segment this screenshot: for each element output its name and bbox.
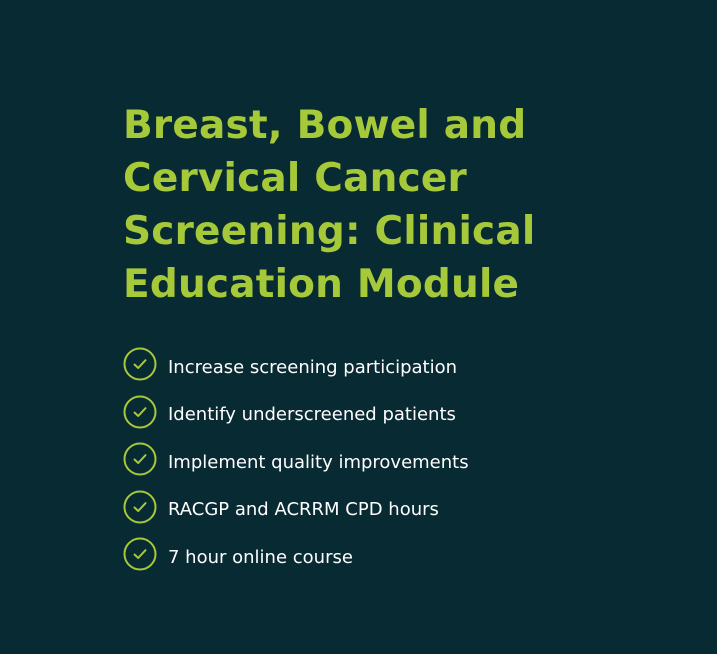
benefit-item — [123, 395, 469, 429]
check-circle-icon — [123, 490, 157, 524]
benefit-label: Increase screening participation — [168, 356, 458, 378]
course-title-line: Breast, Bowel and — [123, 103, 527, 148]
course-title — [123, 99, 683, 311]
benefit-item — [123, 537, 469, 571]
check-circle-icon — [123, 537, 157, 571]
check-circle-icon — [123, 347, 157, 381]
benefit-label: Implement quality improvements — [168, 451, 469, 473]
course-title-line: Cervical Cancer — [123, 156, 467, 201]
check-circle-icon — [123, 395, 157, 429]
course-title-line: Education Module — [123, 262, 520, 307]
course-title-line: Screening: Clinical — [123, 209, 536, 254]
benefit-label: 7 hour online course — [168, 546, 353, 568]
course-promo-content — [123, 99, 683, 568]
benefit-item — [123, 490, 469, 524]
benefit-item — [123, 442, 469, 476]
check-circle-icon — [123, 442, 157, 476]
benefits-list — [123, 347, 469, 585]
benefit-label: Identify underscreened patients — [168, 404, 456, 425]
benefit-item — [123, 347, 469, 381]
benefit-label: RACGP and ACRRM CPD hours — [168, 499, 439, 520]
